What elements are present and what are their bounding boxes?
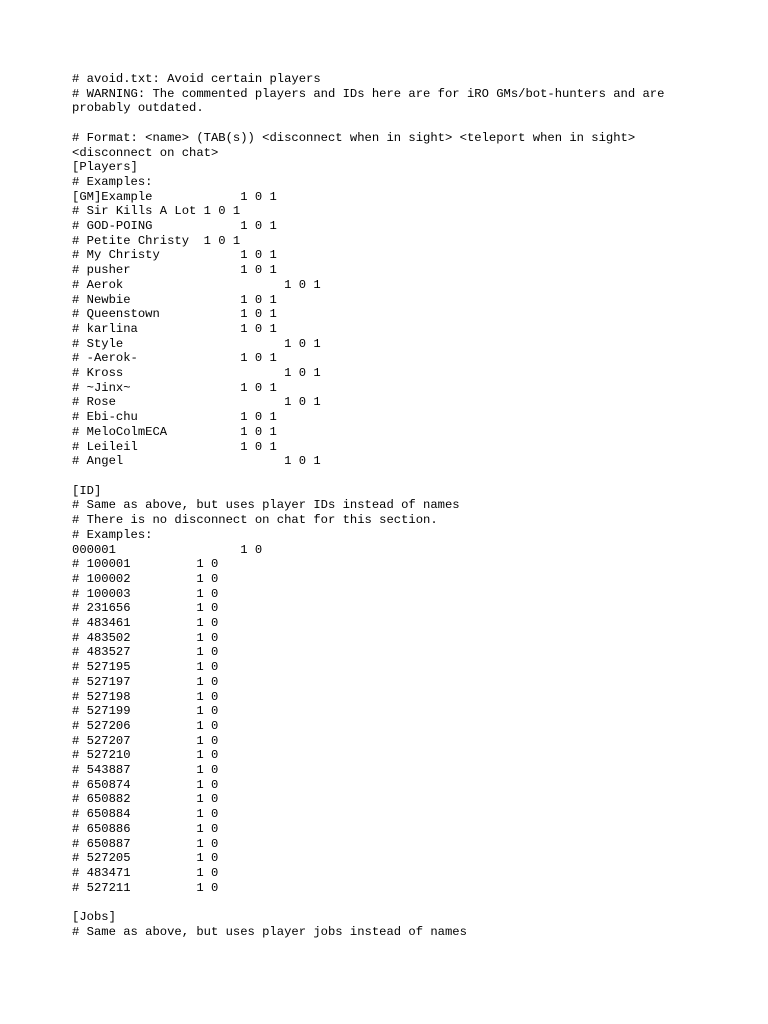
text-line: # Ebi-chu 1 0 1 [72,410,277,425]
text-line: # MeloColmECA 1 0 1 [72,424,277,439]
text-line: # 527195 1 0 [72,660,219,675]
text-line: # 527210 1 0 [72,748,219,763]
text-line: <disconnect on chat> [72,145,219,160]
text-line: # Same as above, but uses player IDs instead of names [72,498,460,513]
text-line: # 100003 1 0 [72,586,219,601]
text-line: # Aerok 1 0 1 [72,277,321,292]
text-line: # 527199 1 0 [72,704,219,719]
text-line: # 650874 1 0 [72,777,219,792]
text-line: # 527197 1 0 [72,674,219,689]
text-line: # 527198 1 0 [72,689,219,704]
text-line: # 231656 1 0 [72,601,219,616]
text-line: # Angel 1 0 1 [72,454,321,469]
text-line: # 650886 1 0 [72,821,219,836]
text-line: [ID] [72,483,102,498]
config-file-text [72,72,712,939]
text-line: # Petite Christy 1 0 1 [72,233,241,248]
text-line: # My Christy 1 0 1 [72,248,277,263]
text-line: # 483461 1 0 [72,616,219,631]
text-line: # WARNING: The commented players and IDs here are for iRO GMs/bot-hunters and are [72,86,665,101]
text-line: # 650887 1 0 [72,836,219,851]
text-line: [Players] [72,160,138,175]
text-line: # Rose 1 0 1 [72,395,321,410]
text-line: [GM]Example 1 0 1 [72,189,277,204]
text-line: # Examples: [72,174,153,189]
text-line: # 650884 1 0 [72,807,219,822]
text-line: # 100001 1 0 [72,557,219,572]
text-line: # 527206 1 0 [72,718,219,733]
text-line: 000001 1 0 [72,542,263,557]
text-line: # -Aerok- 1 0 1 [72,351,277,366]
text-line: # 650882 1 0 [72,792,219,807]
text-line: # 527205 1 0 [72,851,219,866]
text-line: # karlina 1 0 1 [72,321,277,336]
text-line: # 543887 1 0 [72,763,219,778]
text-line: # 483471 1 0 [72,865,219,880]
text-line: # GOD-POING 1 0 1 [72,219,277,234]
text-line: # pusher 1 0 1 [72,263,277,278]
text-line: # Newbie 1 0 1 [72,292,277,307]
text-line: # There is no disconnect on chat for this section. [72,513,438,528]
text-line: probably outdated. [72,101,204,116]
document-page [72,72,712,939]
text-line: [Jobs] [72,910,116,925]
text-line: # avoid.txt: Avoid certain players [72,72,321,86]
text-line: # ~Jinx~ 1 0 1 [72,380,277,395]
text-line: # Format: <name> (TAB(s)) <disconnect when in sight> <teleport when in sight> [72,130,636,145]
text-line: # 483502 1 0 [72,630,219,645]
text-line: # 100002 1 0 [72,571,219,586]
text-line: # Leileil 1 0 1 [72,439,277,454]
text-line: # 527207 1 0 [72,733,219,748]
text-line: # Queenstown 1 0 1 [72,307,277,322]
text-line: # Style 1 0 1 [72,336,321,351]
text-line: # Sir Kills A Lot 1 0 1 [72,204,241,219]
text-line: # Same as above, but uses player jobs instead of names [72,924,467,939]
text-line: # 483527 1 0 [72,645,219,660]
text-line: # Kross 1 0 1 [72,366,321,381]
text-line: # 527211 1 0 [72,880,219,895]
text-line: # Examples: [72,527,153,542]
